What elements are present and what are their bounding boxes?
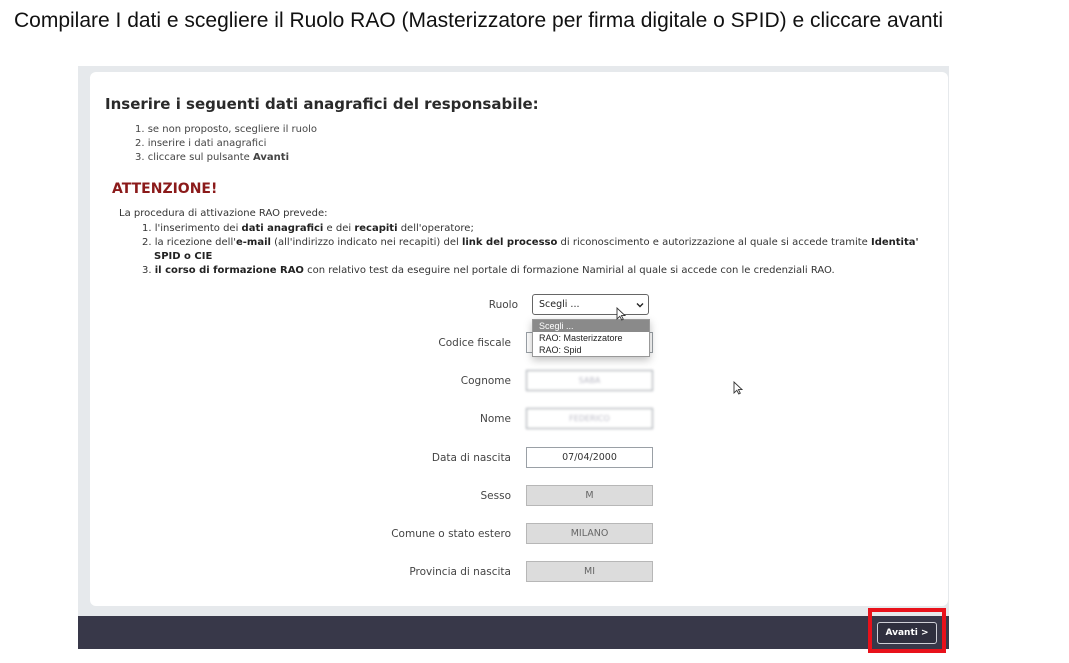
ruolo-select-value: Scegli ... (539, 299, 580, 310)
text: 3. (142, 265, 155, 276)
step-text: 3. cliccare sul pulsante (135, 152, 254, 163)
procedure-list (142, 222, 922, 278)
provincia-field: MI (526, 561, 653, 582)
comune-field: MILANO (526, 523, 653, 544)
ruolo-option[interactable]: Scegli ... (533, 320, 649, 332)
data-nascita-input[interactable]: 07/04/2000 (526, 447, 653, 468)
ruolo-label: Ruolo (488, 299, 518, 311)
highlight-box (868, 608, 946, 653)
sesso-label: Sesso (480, 490, 511, 502)
ruolo-dropdown-list (532, 319, 650, 357)
comune-label: Comune o stato estero (391, 528, 511, 540)
provincia-label: Provincia di nascita (409, 566, 511, 578)
text-bold: link del processo (461, 237, 558, 248)
step-item: 1. se non proposto, scegliere il ruolo (135, 124, 318, 135)
ruolo-option-masterizzatore[interactable]: RAO: Masterizzatore (539, 333, 623, 343)
data-nascita-label: Data di nascita (431, 452, 511, 464)
text: con relativo test da eseguire nel portale di formazione Namirial al quale si accede con le credenziali RAO. (303, 265, 835, 276)
cognome-label: Cognome (460, 375, 511, 387)
sesso-field: M (526, 485, 653, 506)
footer-bar (78, 616, 949, 649)
mouse-cursor-icon (616, 307, 626, 321)
mouse-cursor-icon (733, 381, 743, 395)
warning-title: ATTENZIONE! (112, 181, 218, 197)
text-bold: e-mail (235, 237, 271, 248)
nome-input[interactable]: FEDERICO (526, 408, 653, 429)
chevron-down-icon (636, 301, 644, 309)
text: 1. l'inserimento dei (142, 223, 242, 234)
step-bold: Avanti (253, 152, 290, 163)
text-bold: dati anagrafici (241, 223, 324, 234)
ruolo-option-spid[interactable]: RAO: Spid (539, 345, 582, 355)
procedure-item (142, 264, 922, 278)
procedure-intro: La procedura di attivazione RAO prevede: (119, 208, 328, 219)
text: e dei (323, 223, 355, 234)
step-item (135, 151, 317, 165)
text: 2. la ricezione dell' (142, 237, 236, 248)
procedure-item (142, 236, 922, 264)
nome-label: Nome (480, 413, 511, 425)
text-bold: il corso di formazione RAO (154, 265, 304, 276)
text: (all'indirizzo indicato nei recapiti) del (270, 237, 462, 248)
text-bold: recapiti (354, 223, 398, 234)
procedure-item (142, 222, 922, 236)
steps-list (135, 123, 317, 165)
form-heading: Inserire i seguenti dati anagrafici del responsabile: (105, 95, 539, 113)
text: dell'operatore; (397, 223, 474, 234)
avanti-button[interactable]: Avanti > (877, 622, 937, 644)
cognome-input[interactable]: SABA (526, 370, 653, 391)
codice-fiscale-label: Codice fiscale (438, 337, 511, 349)
step-item: 2. inserire i dati anagrafici (135, 138, 267, 149)
instruction-caption: Compilare I dati e scegliere il Ruolo RAO (Masterizzatore per firma digitale o SPID) e cliccare avanti (14, 9, 944, 32)
text: di riconoscimento e autorizzazione al quale si accede tramite (557, 237, 871, 248)
text-bold: Identita' SPID o CIE (154, 237, 919, 262)
ruolo-select[interactable] (532, 294, 649, 315)
